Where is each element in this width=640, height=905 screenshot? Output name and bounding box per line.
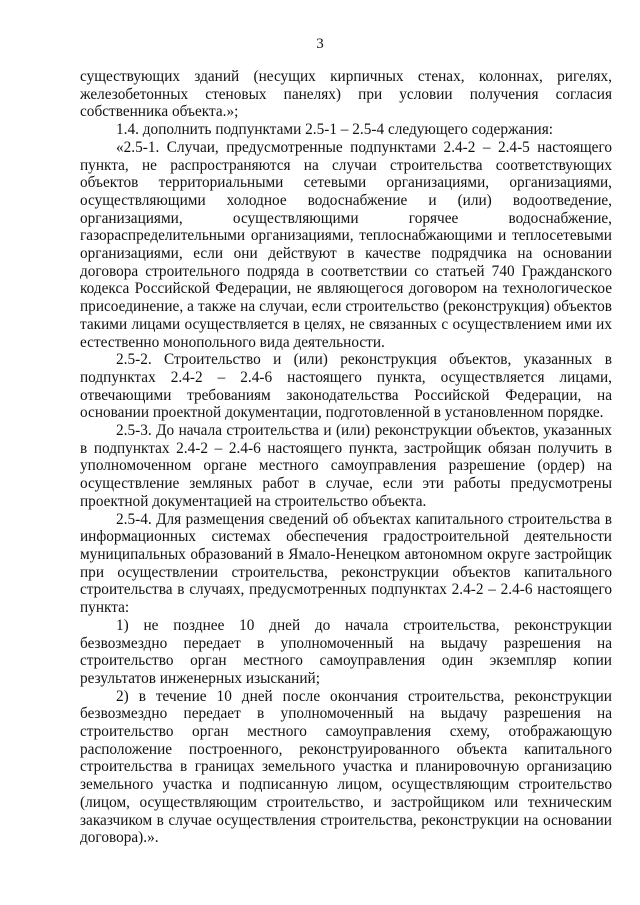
paragraph-subitem-1: 1) не позднее 10 дней до начала строительства, реконструкции безвозмездно передает в уполномоченный на выдачу разрешения на строительство орган местного самоуправления один экземпляр копии результатов инженерных изысканий; — [80, 616, 612, 687]
paragraph-subitem-2: 2) в течение 10 дней после окончания строительства, реконструкции безвозмездно передает в уполномоченный на выдачу разрешения на строительство орган местного самоуправления схему, отображающую расположение построенного, реконструированного объекта капитального строительства в границах земельного участка и планировочную организацию земельного участка и подписанную лицом, осуществляющим строительство (лицом, осуществляющим строительство, и застройщиком или техническим заказчиком в случае осуществления строительства, реконструкции на основании договора).». — [80, 687, 612, 847]
document-body — [80, 68, 612, 847]
paragraph-2-5-3: 2.5-3. До начала строительства и (или) реконструкции объектов, указанных в подпунктах 2.4-2 – 2.4-6 настоящего пункта, застройщик обязан получить в уполномоченном органе местного самоуправления разрешение (ордер) на осуществление земляных работ в случае, если эти работы предусмотрены проектной документацией на строительство объекта. — [80, 422, 612, 510]
paragraph-2-5-1: «2.5-1. Случаи, предусмотренные подпунктами 2.4-2 – 2.4-5 настоящего пункта, не распространяются на случаи строительства соответствующих объектов территориальными сетевыми организациями, организациями, осуществляющими холодное водоснабжение и (или) водоотведение, организациями, осуществляющими горячее водоснабжение, газораспределительными организациями, теплоснабжающими и теплосетевыми организациями, если они действуют в качестве подрядчика на основании договора строительного подряда в соответствии со статьей 740 Гражданского кодекса Российской Федерации, не являющегося договором на технологическое присоединение, а также на случаи, если строительство (реконструкция) объектов такими лицами осуществляется в целях, не связанных с осуществлением ими их естественно монопольного вида деятельности. — [80, 138, 612, 351]
page-number: 3 — [316, 36, 324, 52]
paragraph-continuation: существующих зданий (несущих кирпичных стенах, колоннах, ригелях, железобетонных стеновых панелях) при условии получения согласия собственника объекта.»; — [80, 68, 612, 121]
paragraph-item-1-4: 1.4. дополнить подпунктами 2.5-1 – 2.5-4 следующего содержания: — [116, 121, 553, 139]
paragraph-2-5-2: 2.5-2. Строительство и (или) реконструкция объектов, указанных в подпунктах 2.4-2 – 2.4-6 настоящего пункта, осуществляется лицами, отвечающими требованиям законодательства Российской Федерации, на основании проектной документации, подготовленной в установленном порядке. — [80, 351, 612, 422]
paragraph-2-5-4: 2.5-4. Для размещения сведений об объектах капитального строительства в информационных системах обеспечения градостроительной деятельности муниципальных образований в Ямало-Ненецком автономном округе застройщик при осуществлении строительства, реконструкции объектов капитального строительства в случаях, предусмотренных подпунктах 2.4-2 – 2.4-6 настоящего пункта: — [80, 510, 612, 617]
